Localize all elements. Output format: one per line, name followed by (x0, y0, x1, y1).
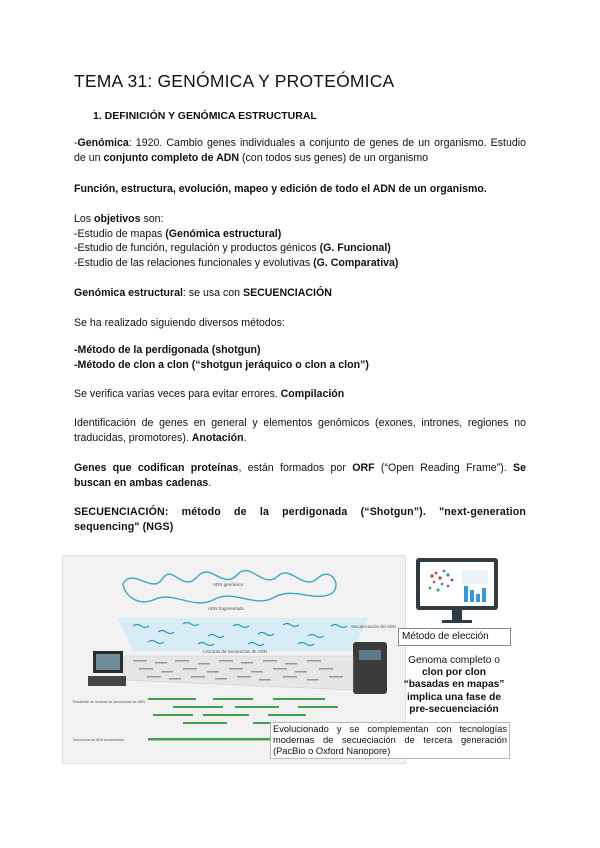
adn-fragmentado-label: ADN fragmentado (208, 606, 245, 611)
genes-paragraph: Genes que codifican proteínas, están formados por ORF (“Open Reading Frame”). Se buscan en ambas cadenas. (74, 462, 526, 489)
monitor-icon (412, 556, 502, 626)
metodo-clon: -Método de clon a clon (“shotgun jeráquico o clon a clon”) (74, 358, 369, 371)
genoma-completo-note: Genoma completo o clon por clon “basadas en mapas” implica una fase de pre-secuenciación (403, 655, 505, 715)
lecturas-label: Lecturas de secuencias de ADN (203, 649, 268, 654)
objetivos-intro: Los objetivos son: (74, 213, 164, 225)
estructural-line: Genómica estructural: se usa con SECUENCIACIÓN (74, 287, 332, 299)
objetivo-item: -Estudio de mapas (Genómica estructural) (74, 227, 282, 240)
objetivos-block (74, 212, 526, 270)
metodos-list (74, 343, 526, 372)
funcion-line: Función, estructura, evolución, mapeo y edición de todo el ADN de un organismo. (74, 183, 487, 195)
adn-genomico-label: ADN genómico (213, 582, 244, 587)
genomica-paragraph: -Genómica: 1920. Cambio genes individuales a conjunto de genes de un organismo. Estudio de un conjunto completo de ADN (con todos sus genes) de un organismo (74, 137, 526, 164)
genomica-term: Genómica (77, 137, 129, 149)
verifica-line: Se verifica varias veces para evitar errores. Compilación (74, 388, 345, 400)
assembled-reads (148, 698, 338, 724)
evolucionado-note: Evolucionado y se complementan con tecnologías modernas de secueciación de tercera generación (PacBio o Oxford Nanopore) (270, 722, 510, 759)
objetivo-item: -Estudio de las relaciones funcionales y evolutivas (G. Comparativa) (74, 256, 399, 269)
fragment-funnel (118, 618, 368, 651)
metodo-eleccion-box: Método de elección (398, 628, 511, 646)
computer-base (88, 676, 126, 686)
identificacion-paragraph: Identificación de genes en general y elementos genómicos (exones, intrones, regiones no traducidas, promotores). Anotación. (74, 417, 526, 444)
sequencer-machine (353, 642, 387, 694)
ensamble-label: Ensamble de lecturas de secuencias de ADN (73, 700, 145, 704)
metodos-intro: Se ha realizado siguiendo diversos métodos: (74, 317, 285, 329)
secuenciacion-paragraph: SECUENCIACIÓN: método de la perdigonada (“Shotgun”). "next-generation sequencing" (NGS) (74, 506, 526, 533)
section-heading: 1. DEFINICIÓN Y GENÓMICA ESTRUCTURAL (93, 110, 317, 122)
secuenciacion-label: Secuenciación del ADN (351, 624, 396, 629)
objetivo-item: -Estudio de función, regulación y productos génicos (G. Funcional) (74, 242, 391, 255)
metodo-shotgun: -Método de la perdigonada (shotgun) (74, 344, 261, 356)
secuencia-final-label: Secuencia de ADN ensamblada (73, 738, 124, 742)
page-title: TEMA 31: GENÓMICA Y PROTEÓMICA (74, 71, 395, 91)
